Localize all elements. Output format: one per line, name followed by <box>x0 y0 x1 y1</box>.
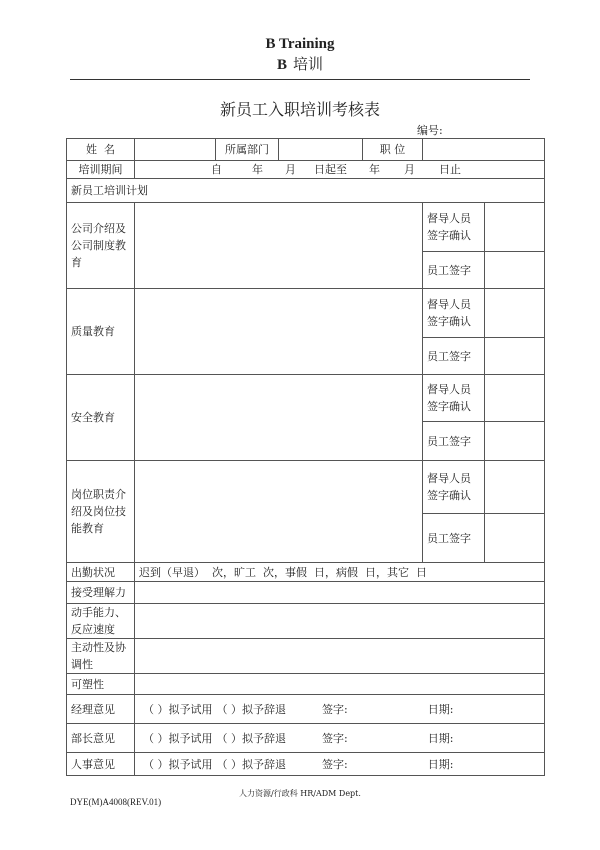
header-rule <box>70 79 530 80</box>
employee-sign-field[interactable] <box>485 252 545 289</box>
header-b: B <box>276 57 287 73</box>
eval-field[interactable] <box>135 674 545 695</box>
opinion-label: 部长意见 <box>67 724 135 753</box>
trial-option[interactable]: （ ）拟予试用 <box>143 757 213 771</box>
name-label: 姓 名 <box>67 139 135 161</box>
supervisor-sign-field[interactable] <box>485 375 545 422</box>
position-label: 职 位 <box>363 139 423 161</box>
employee-sign-label: 员工签字 <box>423 422 485 461</box>
section-content[interactable] <box>135 203 423 289</box>
footer-code: DYE(M)A4008(REV.01) <box>70 797 162 807</box>
section-content[interactable] <box>135 461 423 563</box>
supervisor-sign-label: 督导人员签字确认 <box>423 203 485 252</box>
supervisor-sign-label: 督导人员签字确认 <box>423 289 485 338</box>
sign-label: 签字: <box>322 731 348 745</box>
period-day-to: 日起至 <box>314 163 347 176</box>
employee-sign-field[interactable] <box>485 338 545 375</box>
trial-option[interactable]: （ ）拟予试用 <box>143 702 213 716</box>
opinion-field[interactable] <box>135 724 545 753</box>
employee-sign-label: 员工签字 <box>423 514 485 563</box>
supervisor-sign-label: 督导人员签字确认 <box>423 461 485 514</box>
header-title-cn <box>0 53 600 74</box>
eval-field[interactable] <box>135 582 545 604</box>
position-field[interactable] <box>423 139 545 161</box>
date-label: 日期: <box>427 702 454 716</box>
period-label: 培训期间 <box>67 161 135 179</box>
dismiss-option[interactable]: （ ）拟予辞退 <box>216 757 286 771</box>
form-title: 新员工入职培训考核表 <box>219 100 380 119</box>
number-label: 编号: <box>417 124 443 137</box>
period-from: 自 <box>211 163 222 176</box>
eval-label: 可塑性 <box>67 674 135 695</box>
eval-field[interactable] <box>135 639 545 674</box>
opinion-label: 人事意见 <box>67 753 135 776</box>
period-month: 月 <box>285 163 296 176</box>
section-content[interactable] <box>135 375 423 461</box>
period-field[interactable] <box>135 161 545 179</box>
supervisor-sign-field[interactable] <box>485 461 545 514</box>
eval-field[interactable] <box>135 604 545 639</box>
eval-label: 动手能力、反应速度 <box>67 604 135 639</box>
opinion-field[interactable] <box>135 753 545 776</box>
dept-field[interactable] <box>279 139 363 161</box>
sign-label: 签字: <box>322 757 348 771</box>
supervisor-sign-label: 督导人员签字确认 <box>423 375 485 422</box>
sign-label: 签字: <box>322 702 348 716</box>
opinion-label: 经理意见 <box>67 695 135 724</box>
period-month2: 月 <box>404 163 415 176</box>
date-label: 日期: <box>427 731 454 745</box>
period-year2: 年 <box>369 163 380 176</box>
period-day-end: 日止 <box>439 163 461 176</box>
employee-sign-label: 员工签字 <box>423 338 485 375</box>
header-title-en: B Training <box>265 36 335 52</box>
eval-label: 主动性及协调性 <box>67 639 135 674</box>
section-label: 质量教育 <box>67 289 135 375</box>
header-cn: 培训 <box>293 55 324 73</box>
date-label: 日期: <box>427 757 454 771</box>
supervisor-sign-field[interactable] <box>485 289 545 338</box>
opinion-field[interactable] <box>135 695 545 724</box>
dept-label: 所属部门 <box>216 139 279 161</box>
eval-label: 接受理解力 <box>67 582 135 604</box>
period-year: 年 <box>252 163 263 176</box>
assessment-table <box>66 138 545 776</box>
section-label: 公司介绍及公司制度教育 <box>67 203 135 289</box>
plan-label: 新员工培训计划 <box>67 179 545 203</box>
section-label: 岗位职责介绍及岗位技能教育 <box>67 461 135 563</box>
dismiss-option[interactable]: （ ）拟予辞退 <box>216 702 286 716</box>
attendance-label: 出勤状况 <box>67 563 135 582</box>
section-content[interactable] <box>135 289 423 375</box>
dismiss-option[interactable]: （ ）拟予辞退 <box>216 731 286 745</box>
attendance-field[interactable]: 迟到（早退） 次，旷工 次，事假 日，病假 日，其它 日 <box>135 563 545 582</box>
employee-sign-field[interactable] <box>485 514 545 563</box>
footer-dept: 人力资源/行政科 HR/ADM Dept. <box>239 789 361 798</box>
employee-sign-field[interactable] <box>485 422 545 461</box>
employee-sign-label: 员工签字 <box>423 252 485 289</box>
trial-option[interactable]: （ ）拟予试用 <box>143 731 213 745</box>
name-field[interactable] <box>135 139 216 161</box>
section-label: 安全教育 <box>67 375 135 461</box>
supervisor-sign-field[interactable] <box>485 203 545 252</box>
